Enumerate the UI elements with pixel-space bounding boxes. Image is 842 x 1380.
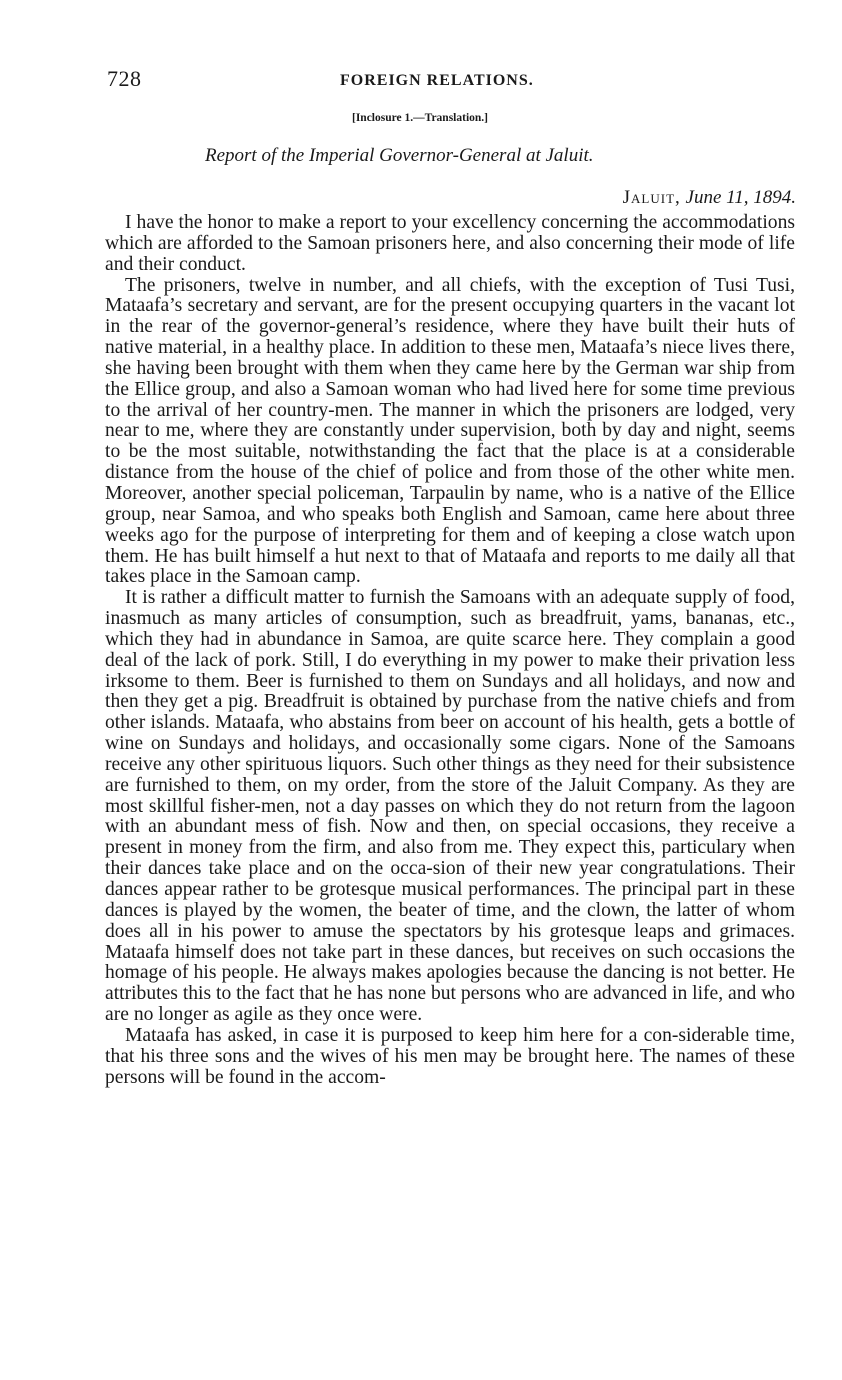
inclosure-note: [Inclosure 1.—Translation.] xyxy=(352,112,488,124)
running-title: FOREIGN RELATIONS. xyxy=(340,72,534,89)
paragraph: The prisoners, twelve in number, and all chiefs, with the exception of Tusi Tusi, Mataafa’s secretary and servant, are for the present occupying quarters in the vacant lot in the rear of the governor-general’s residence, where they have built their huts of native material, in a healthy place. In addition to these men, Mataafa’s niece lives there, she having been brought with them when they came here by the German war ship from the Ellice group, and also a Samoan woman who had lived here for some time previous to the arrival of her country-men. The manner in which the prisoners are lodged, very near to me, where they are constantly under supervision, both by day and night, seems to be the most suitable, notwithstanding the fact that the place is at a considerable distance from the house of the chief of police and from those of the other white men. Moreover, another special policeman, Tarpaulin by name, who is a native of the Ellice group, near Samoa, and who speaks both English and Samoan, came here about three weeks ago for the purpose of interpreting for them and of keeping a close watch upon them. He has built himself a hut next to that of Mataafa and reports to me daily all that takes place in the Samoan camp. xyxy=(105,274,795,588)
paragraph: I have the honor to make a report to your excellency concerning the accommodations which are afforded to the Samoan prisoners here, and also concerning their mode of life and their conduct. xyxy=(105,212,795,275)
dateline-date: June 11, 1894. xyxy=(685,187,796,208)
paragraph: Mataafa has asked, in case it is purposed to keep him here for a con-siderable time, that his three sons and the wives of his men may be brought here. The names of these persons will be found in the accom- xyxy=(105,1024,795,1088)
dateline xyxy=(623,187,796,209)
page-number: 728 xyxy=(107,66,142,91)
paragraph: It is rather a difficult matter to furnish the Samoans with an adequate supply of food, inasmuch as many articles of consumption, such as breadfruit, yams, bananas, etc., which they had in abundance in Samoa, are quite scarce here. They complain a good deal of the lack of pork. Still, I do everything in my power to make their privation less irksome to them. Beer is furnished to them on Sundays and all holidays, and now and then they get a pig. Breadfruit is obtained by purchase from the native chiefs and from other islands. Mataafa, who abstains from beer on account of his health, gets a bottle of wine on Sundays and holidays, and occasionally some cigars. None of the Samoans receive any other spirituous liquors. Such other things as they need for their subsistence are furnished to them, on my order, from the store of the Jaluit Company. As they are most skillful fisher-men, not a day passes on which they do not return from the lagoon with an abundant mess of fish. Now and then, on special occasions, they receive a present in money from the firm, and also from me. They expect this, particulary when their dances take place and on the occa-sion of their new year congratulations. Their dances appear rather to be grotesque musical performances. The principal part in these dances is played by the women, the beater of time, and the clown, the latter of whom does all in his power to amuse the spectators by his grotesque leaps and grimaces. Mataafa himself does not take part in these dances, but receives on such occasions the homage of his people. He always makes apologies because the dancing is not better. He attributes this to the fact that he has none but persons who are advanced in life, and who are no longer as agile as they once were. xyxy=(105,587,795,1026)
dateline-place: Jaluit, xyxy=(622,187,681,208)
document-title: Report of the Imperial Governor-General at Jaluit. xyxy=(205,145,594,166)
body-text xyxy=(105,213,795,1088)
